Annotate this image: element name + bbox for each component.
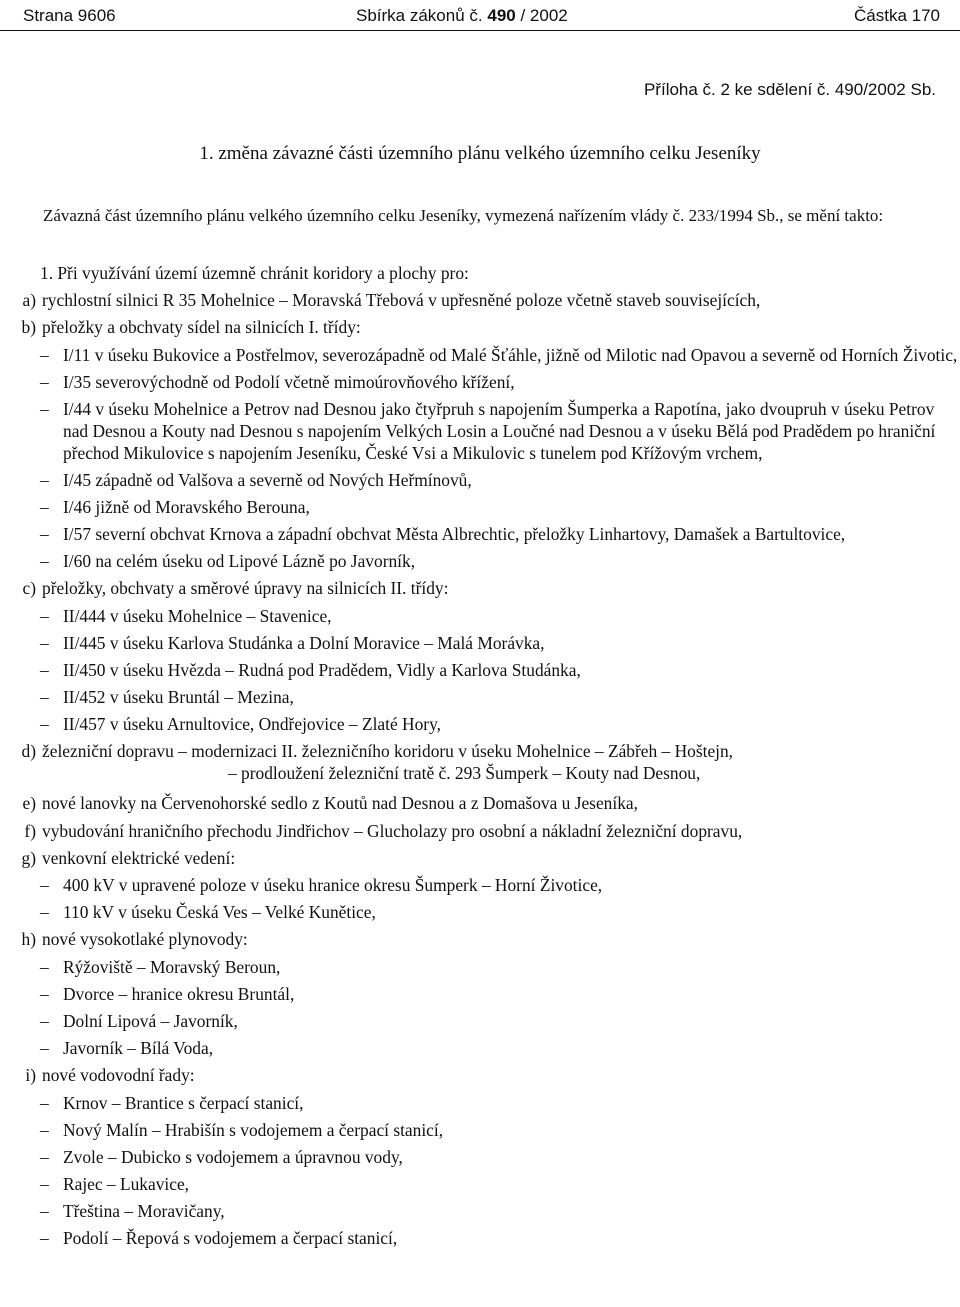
- item-letter: a): [22, 290, 36, 311]
- item-letter: f): [24, 820, 36, 841]
- dash-bullet: –: [40, 1092, 49, 1113]
- sub-item-text: II/444 v úseku Mohelnice – Stavenice,: [63, 605, 332, 626]
- sub-item: [40, 548, 960, 575]
- item-continuation: – prodloužení železniční tratě č. 293 Šumperk – Kouty nad Desnou,: [228, 763, 701, 784]
- dash-bullet: –: [40, 524, 49, 545]
- sub-item-text: I/11 v úseku Bukovice a Postřelmov, severozápadně od Malé Šťáhle, jižně od Milotic nad Opavou a severně od Horních Životic,: [63, 344, 958, 365]
- dash-bullet: –: [40, 398, 49, 419]
- sub-item-text: 110 kV v úseku Česká Ves – Velké Kunětice,: [63, 902, 376, 923]
- sub-item: [40, 981, 960, 1008]
- sub-item: [40, 1225, 960, 1252]
- dash-bullet: –: [40, 1119, 49, 1140]
- sub-item: [40, 1090, 960, 1117]
- sub-item-text: I/46 jižně od Moravského Berouna,: [63, 496, 310, 517]
- item-text: nové vodovodní řady:: [42, 1065, 195, 1086]
- sub-item: [40, 494, 960, 521]
- sub-item-text: Nový Malín – Hrabišín s vodojemem a čerpací stanicí,: [63, 1119, 444, 1140]
- page-header: [0, 0, 960, 40]
- dash-bullet: –: [40, 983, 49, 1004]
- sub-item-text: I/60 na celém úseku od Lipové Lázně po Javorník,: [63, 551, 416, 572]
- sub-item-text: II/452 v úseku Bruntál – Mezina,: [63, 687, 294, 708]
- sub-item-text: Rajec – Lukavice,: [63, 1174, 190, 1195]
- document-title: 1. změna závazné části územního plánu velkého územního celku Jeseníky: [199, 143, 761, 164]
- sub-item-text: II/457 v úseku Arnultovice, Ondřejovice – Zlaté Hory,: [63, 714, 441, 735]
- dash-bullet: –: [40, 902, 49, 923]
- item-text: nové lanovky na Červenohorské sedlo z Koutů nad Desnou a z Domašova u Jeseníka,: [42, 793, 638, 814]
- list-item-i: [0, 1062, 960, 1089]
- collection-number: 490: [487, 6, 516, 25]
- list-item-f: [0, 818, 960, 845]
- dash-bullet: –: [40, 1228, 49, 1249]
- item-letter: e): [22, 793, 36, 814]
- issue-number: Částka 170: [854, 6, 940, 25]
- sub-item-text: 400 kV v upravené poloze v úseku hranice okresu Šumperk – Horní Životice,: [63, 875, 603, 895]
- list-item-e: [0, 790, 960, 817]
- dash-bullet: –: [40, 371, 49, 392]
- list-item-d: [0, 740, 960, 762]
- sub-item: [40, 1008, 960, 1035]
- dash-bullet: –: [40, 1010, 49, 1031]
- sub-item: [40, 467, 960, 494]
- item-text: vybudování hraničního přechodu Jindřichov – Glucholazy pro osobní a nákladní železniční dopravu,: [42, 820, 743, 841]
- collection-year: / 2002: [520, 6, 568, 25]
- sub-item: [40, 1117, 960, 1144]
- sub-item-text: Třeština – Moravičany,: [63, 1201, 225, 1222]
- sub-item-text: I/45 západně od Valšova a severně od Nových Heřmínovů,: [63, 469, 472, 490]
- point-1: 1. Při využívání území územně chránit koridory a plochy pro:: [40, 263, 469, 283]
- item-text: železniční dopravu – modernizaci II. železničního koridoru v úseku Mohelnice – Zábřeh – Hoštejn,: [42, 741, 734, 762]
- list-item-g: [0, 845, 960, 872]
- dash-bullet: –: [40, 956, 49, 977]
- item-letter: i): [25, 1065, 36, 1086]
- sub-item-text: Zvole – Dubicko s vodojemem a úpravnou vody,: [63, 1146, 403, 1167]
- sub-item: [40, 1035, 960, 1062]
- dash-bullet: –: [40, 1038, 49, 1059]
- item-letter: d): [21, 741, 36, 762]
- sub-item: [40, 711, 960, 738]
- collection-title: [356, 6, 568, 26]
- item-text: přeložky a obchvaty sídel na silnicích I. třídy:: [42, 317, 361, 338]
- list-item-c: [0, 575, 960, 602]
- sub-item-text: Dolní Lipová – Javorník,: [63, 1010, 238, 1031]
- item-text: venkovní elektrické vedení:: [42, 847, 236, 868]
- sub-item: [40, 342, 959, 369]
- sub-item-text: I/57 severní obchvat Krnova a západní obchvat Města Albrechtic, přeložky Linhartovy, Damašek a Bartultovice,: [63, 524, 846, 545]
- sub-item: [40, 872, 960, 899]
- list-item-h: [0, 926, 960, 953]
- intro-paragraph: Závazná část územního plánu velkého územního celku Jeseníky, vymezená nařízením vlády č. 233/1994 Sb., se mění takto:: [43, 206, 884, 225]
- sub-item: [40, 521, 959, 548]
- sub-item: [40, 684, 960, 711]
- list-item-a: [0, 287, 960, 314]
- sub-item-text: I/44 v úseku Mohelnice a Petrov nad Desnou jako čtyřpruh s napojením Šumperka a Rapotína, jako dvoupruh v úseku Petrov nad Desnou a Kouty nad Desnou s napojením Velkých Losin a Loučné nad Desnou a v úseku Bělá pod Pradědem po hraniční přechod Mikulovice s napojením Jeseníku, České Vsi a Mikulovic s tunelem pod Křížovým vrchem,: [63, 398, 936, 463]
- sub-item-text: II/450 v úseku Hvězda – Rudná pod Pradědem, Vidly a Karlova Studánka,: [63, 659, 581, 680]
- dash-bullet: –: [40, 1201, 49, 1222]
- sub-item: [40, 630, 960, 657]
- dash-bullet: –: [40, 659, 49, 680]
- sub-item-text: Podolí – Řepová s vodojemem a čerpací stanicí,: [63, 1228, 398, 1249]
- list-item-b: [0, 314, 960, 341]
- sub-item: [40, 369, 960, 396]
- header-rule: [0, 30, 960, 31]
- sub-item-text: Krnov – Brantice s čerpací stanicí,: [63, 1092, 304, 1113]
- dash-bullet: –: [40, 875, 49, 895]
- item-letter: c): [22, 578, 36, 599]
- dash-bullet: –: [40, 1174, 49, 1195]
- sub-item-text: I/35 severovýchodně od Podolí včetně mimoúrovňového křížení,: [63, 371, 515, 392]
- document-body: [0, 260, 960, 1253]
- dash-bullet: –: [40, 714, 49, 735]
- sub-item: [40, 1198, 960, 1225]
- item-letter: g): [21, 847, 36, 868]
- collection-label: Sbírka zákonů č.: [356, 6, 483, 25]
- sub-item: [40, 954, 960, 981]
- page-number: Strana 9606: [23, 6, 116, 25]
- item-text: nové vysokotlaké plynovody:: [42, 929, 248, 950]
- sub-item-text: Rýžoviště – Moravský Beroun,: [63, 956, 281, 977]
- dash-bullet: –: [40, 344, 49, 365]
- dash-bullet: –: [40, 687, 49, 708]
- dash-bullet: –: [40, 496, 49, 517]
- sub-item: [40, 396, 959, 467]
- dash-bullet: –: [40, 551, 49, 572]
- sub-item: [40, 899, 960, 926]
- attachment-label: Příloha č. 2 ke sdělení č. 490/2002 Sb.: [643, 80, 936, 99]
- item-letter: h): [21, 929, 36, 950]
- sub-item-text: Dvorce – hranice okresu Bruntál,: [63, 983, 295, 1004]
- sub-item: [40, 1144, 960, 1171]
- item-letter: b): [21, 317, 36, 338]
- dash-bullet: –: [40, 605, 49, 626]
- sub-item: [40, 603, 960, 630]
- dash-bullet: –: [40, 632, 49, 653]
- sub-item: [40, 1171, 960, 1198]
- item-text: přeložky, obchvaty a směrové úpravy na silnicích II. třídy:: [42, 578, 449, 599]
- sub-item-text: Javorník – Bílá Voda,: [63, 1038, 214, 1059]
- dash-bullet: –: [40, 469, 49, 490]
- sub-item-text: II/445 v úseku Karlova Studánka a Dolní Moravice – Malá Morávka,: [63, 632, 545, 653]
- item-text: rychlostní silnici R 35 Mohelnice – Moravská Třebová v upřesněné poloze včetně staveb souvisejících,: [42, 290, 761, 311]
- dash-bullet: –: [40, 1146, 49, 1167]
- sub-item: [40, 657, 960, 684]
